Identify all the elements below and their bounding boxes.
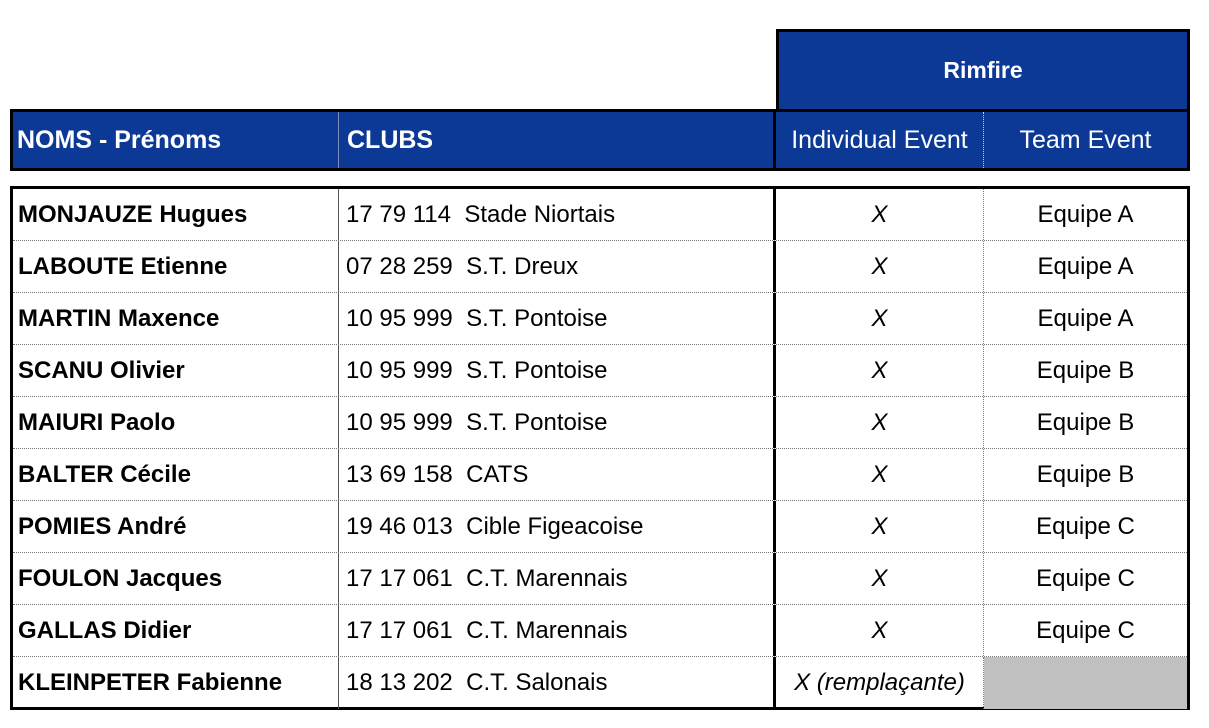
table-row <box>13 189 1187 241</box>
individual-event-mark: X <box>776 293 984 344</box>
individual-event-mark: X <box>776 241 984 292</box>
table-row <box>13 241 1187 293</box>
participant-name: MAIURI Paolo <box>13 397 339 448</box>
column-header-noms: NOMS - Prénoms <box>13 112 339 168</box>
table-header-row <box>10 109 1190 171</box>
column-header-clubs: CLUBS <box>339 112 776 168</box>
participant-club: 17 17 061 C.T. Marennais <box>339 605 776 656</box>
team-event-assignment: Equipe B <box>1036 408 1135 436</box>
participants-table <box>10 186 1190 710</box>
individual-event-mark: X <box>776 345 984 396</box>
individual-event-mark: X (remplaçante) <box>776 657 984 709</box>
participant-name: BALTER Cécile <box>13 449 339 500</box>
participant-club: 17 79 114 Stade Niortais <box>339 189 776 240</box>
team-event-assignment: Equipe B <box>1036 460 1135 488</box>
table-row <box>13 501 1187 553</box>
individual-event-mark: X <box>776 605 984 656</box>
participant-club: 07 28 259 S.T. Dreux <box>339 241 776 292</box>
individual-event-mark: X <box>776 397 984 448</box>
team-event-assignment: Equipe C <box>1036 564 1135 592</box>
participant-name: KLEINPETER Fabienne <box>13 657 339 709</box>
participant-name: POMIES André <box>13 501 339 552</box>
table-row <box>13 605 1187 657</box>
participant-name: MONJAUZE Hugues <box>13 189 339 240</box>
table-row <box>13 449 1187 501</box>
table-row <box>13 657 1187 709</box>
individual-event-mark: X <box>776 189 984 240</box>
team-event-assignment: Equipe A <box>1037 304 1134 332</box>
table-row <box>13 553 1187 605</box>
participant-club: 17 17 061 C.T. Marennais <box>339 553 776 604</box>
table-row <box>13 345 1187 397</box>
participant-name: SCANU Olivier <box>13 345 339 396</box>
participant-name: GALLAS Didier <box>13 605 339 656</box>
participant-club: 18 13 202 C.T. Salonais <box>339 657 776 709</box>
team-event-assignment: Equipe A <box>1037 252 1134 280</box>
team-event-assignment: Equipe C <box>1036 616 1135 644</box>
participant-name: MARTIN Maxence <box>13 293 339 344</box>
participant-club: 10 95 999 S.T. Pontoise <box>339 397 776 448</box>
participant-club: 10 95 999 S.T. Pontoise <box>339 293 776 344</box>
column-header-individual-event: Individual Event <box>776 112 984 168</box>
team-event-empty-cell <box>984 657 1187 709</box>
individual-event-mark: X <box>776 501 984 552</box>
participant-name: FOULON Jacques <box>13 553 339 604</box>
participant-club: 13 69 158 CATS <box>339 449 776 500</box>
participant-club: 19 46 013 Cible Figeacoise <box>339 501 776 552</box>
individual-event-mark: X <box>776 449 984 500</box>
team-event-assignment: Equipe A <box>1037 200 1134 228</box>
participant-name: LABOUTE Etienne <box>13 241 339 292</box>
team-event-assignment: Equipe B <box>1036 356 1135 384</box>
column-header-team-event: Team Event <box>1019 125 1152 154</box>
table-row <box>13 397 1187 449</box>
team-event-assignment: Equipe C <box>1036 512 1135 540</box>
participant-club: 10 95 999 S.T. Pontoise <box>339 345 776 396</box>
table-row <box>13 293 1187 345</box>
individual-event-mark: X <box>776 553 984 604</box>
rimfire-label: Rimfire <box>943 57 1023 83</box>
rimfire-group-header <box>776 29 1190 109</box>
